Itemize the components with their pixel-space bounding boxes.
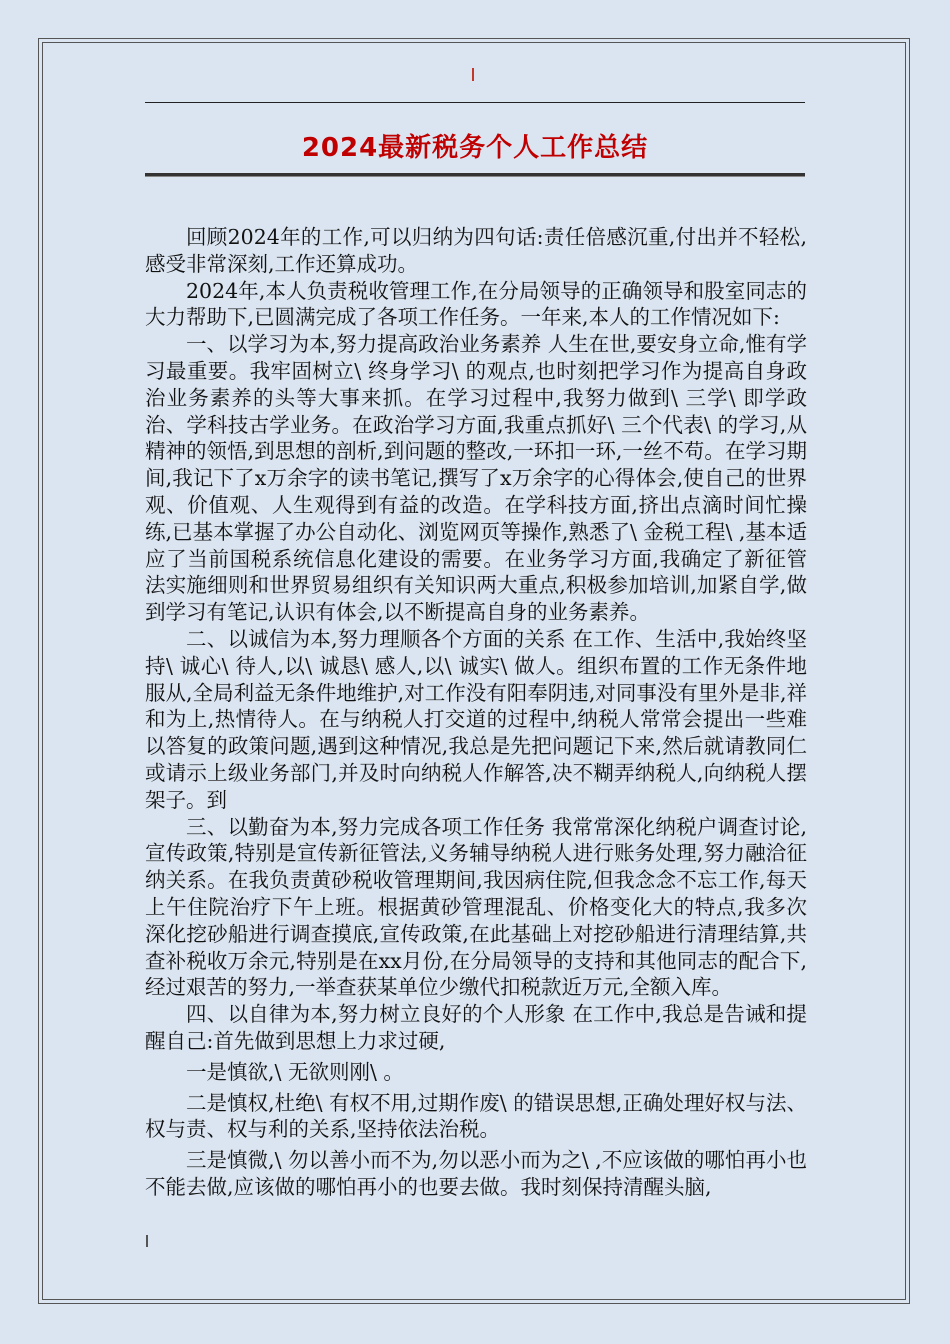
title-rule — [145, 173, 805, 177]
paragraph-overview: 2024年,本人负责税收管理工作,在分局领导的正确领导和股室同志的大力帮助下,已圆满完成了各项工作任务。一年来,本人的工作情况如下: — [145, 278, 807, 330]
paragraph-study: 一、以学习为本,努力提高政治业务素养 人生在世,要安身立命,惟有学习最重要。我牢固树立\ 终身学习\ 的观点,也时刻把学习作为提高自身政治业务素养的头等大事来抓。在学习过程中,我努力做到\ 三学\ 即学政治、学科技古学业务。在政治学习方面,我重点抓好\ 三个代表\ 的学习,从精神的领悟,到思想的剖析,到问题的整改,一环扣一环,一丝不苟。在学习期间,我记下了x万余字的读书笔记,撰写了x万余字的心得体会,使自己的世界观、价值观、人生观得到有益的改造。在学科技方面,挤出点滴时间忙操练,已基本掌握了办公自动化、浏览网页等操作,熟悉了\ 金税工程\ ,基本适应了当前国税系统信息化建设的需要。在业务学习方面,我确定了新征管法实施细则和世界贸易组织有关知识两大重点,积极参加培训,加紧自学,做到学习有笔记,认识有体会,以不断提高自身的业务素养。 — [145, 332, 807, 625]
footer-mark — [146, 1235, 148, 1247]
header-rule — [145, 102, 805, 103]
paragraph-diligence: 三、以勤奋为本,努力完成各项工作任务 我常常深化纳税户调查讨论,宣传政策,特别是宣传新征管法,义务辅导纳税人进行账务处理,努力融洽征纳关系。在我负责黄砂税收管理期间,我因病住院,但我念念不忘工作,每天上午住院治疗下午上班。根据黄砂管理混乱、价格变化大的特点,我多次深化挖砂船进行调查摸底,宣传政策,在此基础上对挖砂船进行清理结算,共查补税收万余元,特别是在xx月份,在分局领导的支持和其他同志的配合下,经过艰苦的努力,一举查获某单位少缴代扣税款近万元,全额入库。 — [145, 814, 807, 1000]
paragraph-integrity: 二、以诚信为本,努力理顺各个方面的关系 在工作、生活中,我始终坚持\ 诚心\ 待人,以\ 诚恳\ 感人,以\ 诚实\ 做人。组织布置的工作无条件地服从,全局利益无条件地维护,对工作没有阳奉阴违,对同事没有里外是非,祥和为上,热情待人。在与纳税人打交道的过程中,纳税人常常会提出一些难以答复的政策问题,遇到这种情况,我总是先把问题记下来,然后就请教同仁或请示上级业务部门,并及时向纳税人作解答,决不糊弄纳税人,向纳税人摆架子。到 — [145, 626, 807, 812]
document-body — [145, 224, 807, 1201]
paragraph-item-1: 一是慎欲,\ 无欲则刚\ 。 — [186, 1059, 404, 1084]
paragraph-self-discipline: 四、以自律为本,努力树立良好的个人形象 在工作中,我总是告诫和提醒自己:首先做到思想上力求过硬, — [145, 1002, 807, 1053]
paragraph-item-3: 三是慎微,\ 勿以善小而不为,勿以恶小而为之\ ,不应该做的哪怕再小也不能去做,应该做的哪怕再小的也要去做。我时刻保持清醒头脑, — [145, 1148, 807, 1199]
document-title: 2024最新税务个人工作总结 — [301, 133, 649, 163]
paragraph-intro: 回顾2024年的工作,可以归纳为四句话:责任倍感沉重,付出并不轻松,感受非常深刻,工作还算成功。 — [145, 225, 807, 276]
paragraph-item-2: 二是慎权,杜绝\ 有权不用,过期作废\ 的错误思想,正确处理好权与法、权与责、权与利的关系,坚持依法治税。 — [145, 1090, 807, 1142]
header-mark — [472, 68, 474, 81]
